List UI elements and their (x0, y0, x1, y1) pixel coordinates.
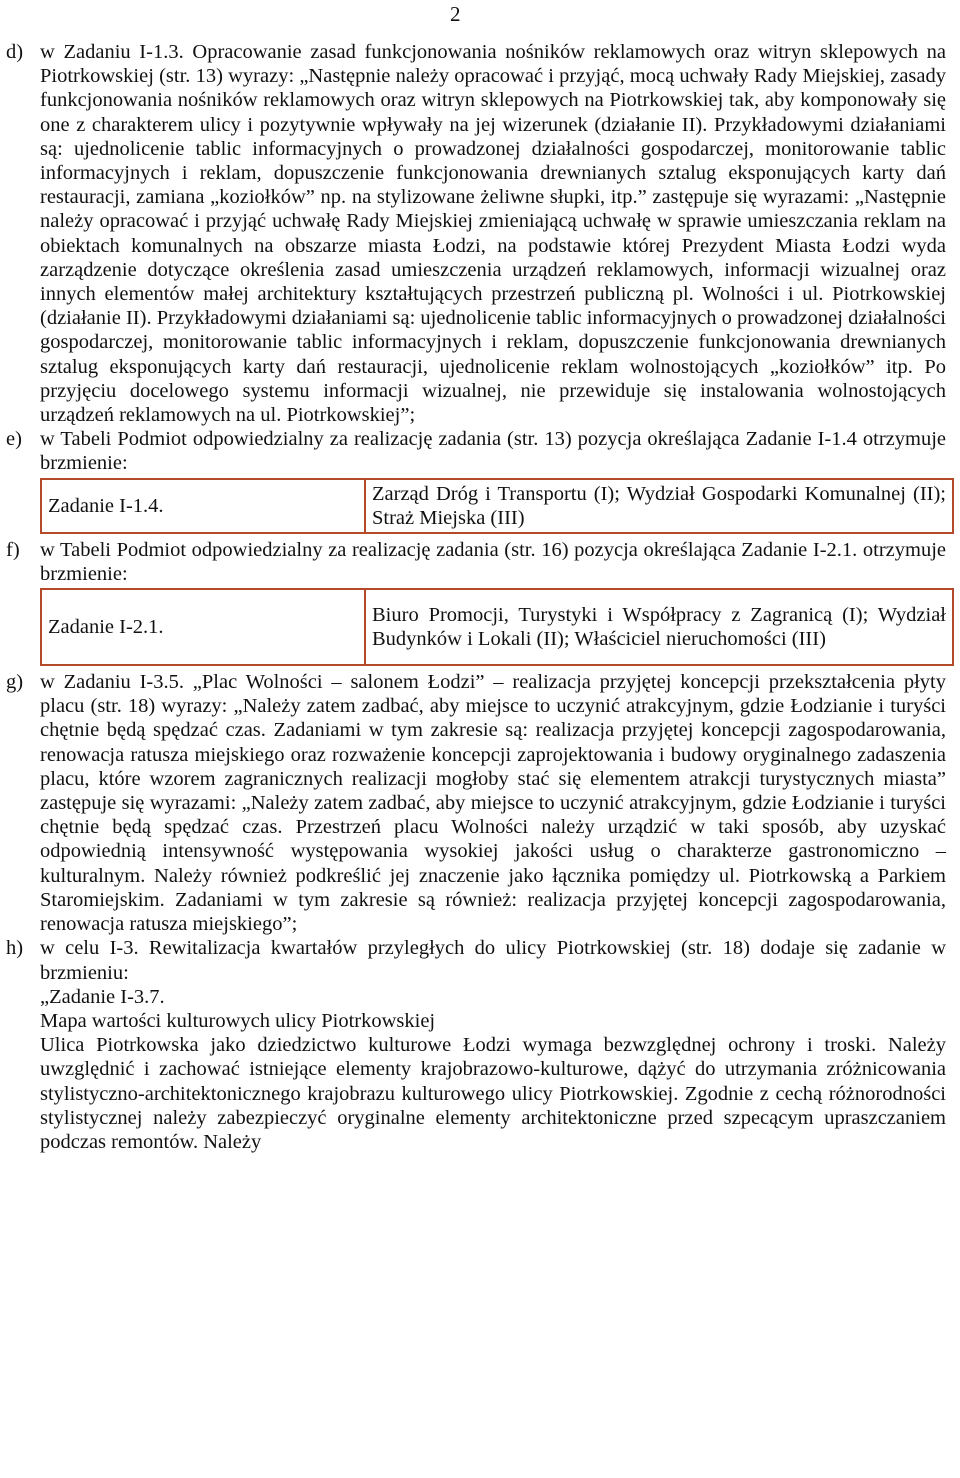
task-description: Ulica Piotrkowska jako dziedzictwo kulturowe Łodzi wymaga bezwzględnej ochrony i troski. Należy uwzględnić i zachować istniejące elementy krajobrazowo-kulturowe, dążyć do utrzymania zróżnicowania stylistyczno-architektonicznego krajobrazu kulturowego ulicy Piotrkowskiej. Zgodnie z cechą różnorodności stylistycznej należy zabezpieczyć oryginalne elementy architektoniczne przed szpecącym upraszczaniem podczas remontów. Należy (40, 1034, 946, 1153)
page-number: 2 (450, 2, 461, 26)
responsible-cell: Zarząd Dróg i Transportu (I); Wydział Gospodarki Komunalnej (II); Straż Miejska (III) (365, 479, 953, 533)
list-item-h (6, 936, 946, 1154)
task-title: Mapa wartości kulturowych ulicy Piotrkowskiej (40, 1009, 436, 1032)
task-cell: Zadanie I-2.1. (41, 589, 365, 665)
list-item-f (6, 538, 946, 586)
item-letter: h) (6, 937, 24, 960)
list-item-g (6, 670, 946, 936)
list-item-e (6, 427, 946, 475)
responsible-cell: Biuro Promocji, Turystyki i Współpracy z Zagranicą (I); Wydział Budynków i Lokali (II); Właściciel nieruchomości (III) (365, 589, 953, 665)
item-letter: f) (6, 538, 20, 561)
item-text: w celu I-3. Rewitalizacja kwartałów przyległych do ulicy Piotrkowskiej (str. 18) dodaje się zadanie w brzmieniu: (40, 937, 946, 984)
document-body (6, 40, 946, 1154)
table-row (41, 589, 953, 665)
item-text: w Zadaniu I-3.5. „Plac Wolności – salonem Łodzi” – realizacja przyjętej koncepcji przekształcenia płyty placu (str. 18) wyrazy: „Należy zatem zadbać, aby miejsce to uczynić atrakcyjnym, gdzie Łodzianie i turyści chętnie będą spędzać czas. Zadaniami w tym zakresie są: realizacja przyjętej koncepcji zagospodarowania, renowacja ratusza miejskiego oraz rozważenie koncepcji zaprojektowania i budowy oryginalnego zadaszenia placu, które wzorem zagranicznych realizacji mogłoby stać się elementem atrakcji turystycznych miasta” zastępuje się wyrazami: „Należy zatem zadbać, aby miejsce to uczynić atrakcyjnym, gdzie Łodzianie i turyści chętnie będą spędzać czas. Przestrzeń placu Wolności należy urządzić w taki sposób, aby uzyskać odpowiednią intensywność występowania wysokiej jakości usług o charakterze gastronomiczno – kulturalnym. Należy również podkreślić jej znaczenie jako łącznika pomiędzy ul. Piotrkowską a Parkiem Staromiejskim. Zadaniami w tym zakresie są również: realizacja przyjętej koncepcji zagospodarowania, renowacja ratusza miejskiego”; (40, 671, 946, 936)
item-text: w Zadaniu I-1.3. Opracowanie zasad funkcjonowania nośników reklamowych oraz witryn sklepowych na Piotrkowskiej (str. 13) wyrazy: „Następnie należy opracować i przyjąć, mocą uchwały Rady Miejskiej, zasady funkcjonowania nośników reklamowych oraz witryn sklepowych na Piotrkowskiej tak, aby komponowały się one z charakterem ulicy i pozytywnie wpływały na jej wizerunek (działanie II). Przykładowymi działaniami są: ujednolicenie tablic informacyjnych o prowadzonej działalności gospodarczej, monitorowanie tablic informacyjnych i reklam, dopuszczenie funkcjonowania drewnianych sztalug eksponujących karty dań restauracji, zamiana „koziołków” np. na stylizowane żeliwne słupki, itp.” zastępuje się wyrazami: „Następnie należy opracować i przyjąć uchwałę Rady Miejskiej zmieniającą uchwałę w sprawie umieszczania reklam na obiektach komunalnych na obszarze miasta Łodzi, na podstawie której Prezydent Miasta Łodzi wyda zarządzenie dotyczące określenia zasad umieszczenia urządzeń reklamowych, informacji wizualnej oraz innych elementów małej architektury kształtujących przestrzeń publiczną pl. Wolności i ul. Piotrkowskiej (działanie II). Przykładowymi działaniami są: ujednolicenie tablic informacyjnych o prowadzonej działalności gospodarczej, monitorowanie tablic informacyjnych i reklam, dopuszczenie funkcjonowania drewnianych sztalug eksponujących karty dań restauracji, ujednolicenie reklam wolnostojących „koziołków” itp. Po przyjęciu docelowego systemu informacji wizualnej, nie przewiduje się instalowania wolnostojących urządzeń reklamowych na ul. Piotrkowskiej”; (40, 41, 946, 427)
task-heading: „Zadanie I-3.7. (40, 985, 165, 1008)
item-letter: d) (6, 41, 24, 63)
item-letter: g) (6, 671, 24, 694)
item-letter: e) (6, 428, 22, 451)
item-text: w Tabeli Podmiot odpowiedzialny za realizację zadania (str. 13) pozycja określająca Zadanie I-1.4 otrzymuje brzmienie: (40, 428, 946, 475)
task-cell: Zadanie I-1.4. (41, 479, 365, 533)
item-text: w Tabeli Podmiot odpowiedzialny za realizację zadania (str. 16) pozycja określająca Zadanie I-2.1. otrzymuje brzmienie: (40, 538, 946, 585)
responsibility-table (40, 588, 954, 666)
list-item-d (6, 40, 946, 427)
table-row (41, 479, 953, 533)
responsibility-table (40, 478, 954, 534)
